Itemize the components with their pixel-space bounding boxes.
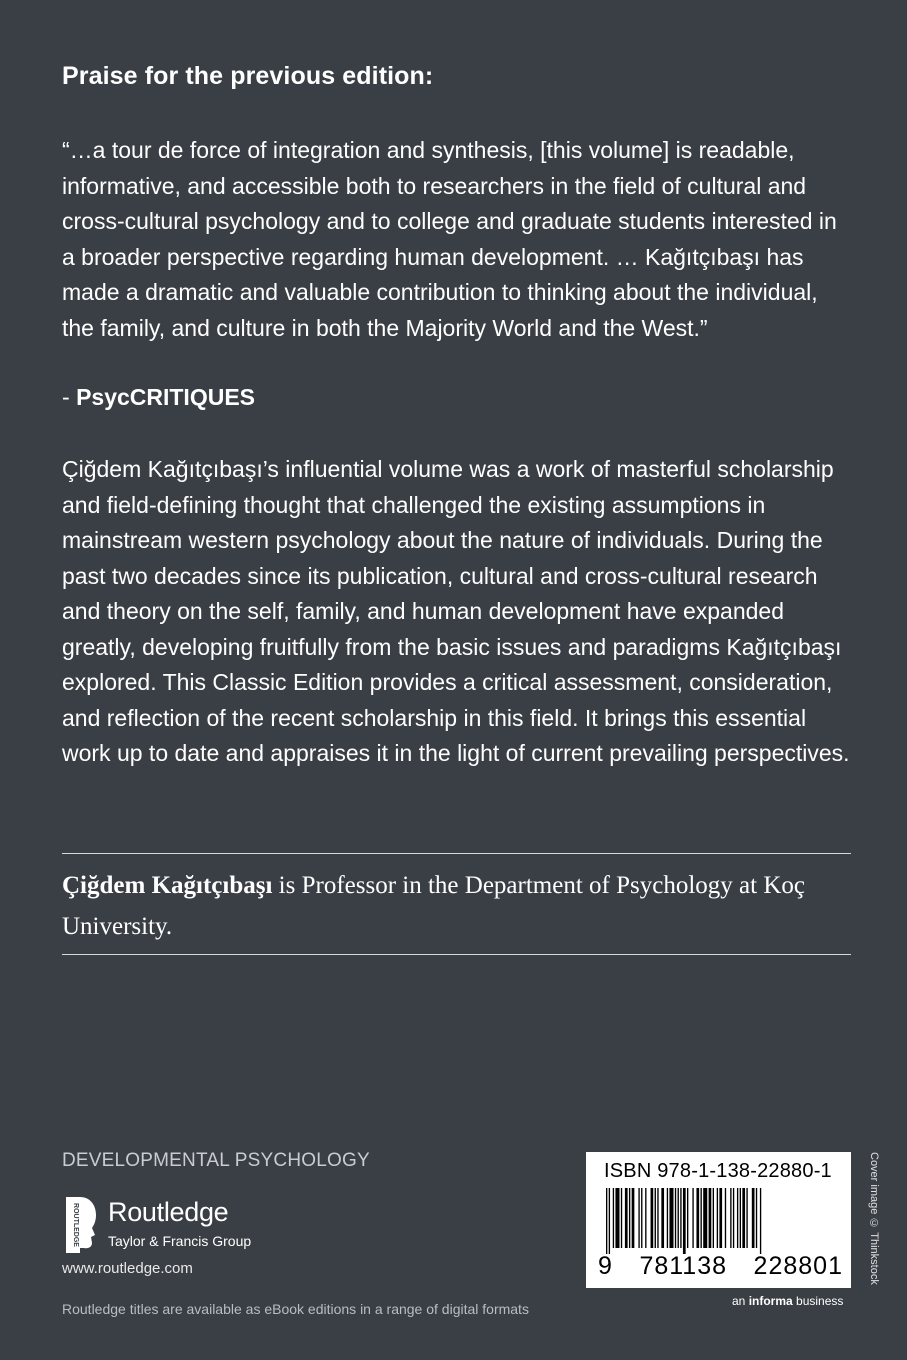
informa-brand: informa: [748, 1294, 793, 1308]
review-source-prefix: -: [62, 384, 77, 410]
barcode-bar: [629, 1188, 630, 1248]
barcode-bar: [709, 1188, 712, 1248]
barcode-bar: [752, 1188, 755, 1248]
barcode-bar: [740, 1188, 741, 1248]
ebook-note: Routledge titles are available as eBook editions in a range of digital formats: [62, 1301, 529, 1317]
barcode-bar: [756, 1188, 757, 1248]
barcode-bar: [675, 1188, 676, 1248]
author-name: Çiğdem Kağıtçıbaşı: [62, 872, 273, 899]
barcode-bar: [613, 1188, 614, 1248]
informa-suffix: business: [792, 1294, 844, 1308]
barcode-bar: [696, 1188, 699, 1248]
praise-heading: Praise for the previous edition:: [62, 62, 434, 90]
barcode-bar: [657, 1188, 658, 1248]
barcode-bar: [606, 1188, 607, 1254]
barcode-bar: [638, 1188, 639, 1248]
isbn-digits: [598, 1252, 843, 1281]
barcode: [604, 1188, 834, 1254]
barcode-bar: [717, 1188, 718, 1248]
barcode-bar: [625, 1188, 628, 1248]
book-description: Çiğdem Kağıtçıbaşı’s influential volume was a work of masterful scholarship and field-defining thought that challenged the existing assumptions in mainstream western psychology about the nature of individuals. During the past two decades since its publication, cultural and cross-cultural research and theory on the self, family, and human development have expanded greatly, developing fruitfully from the basic issues and paradigms Kağıtçıbaşı explored. This Classic Edition provides a critical assessment, consideration, and reflection of the recent scholarship in this field. It brings this essential work up to date and appraises it in the light of current prevailing perspectives.: [62, 456, 850, 766]
barcode-bar: [655, 1188, 656, 1248]
barcode-bar: [713, 1188, 714, 1248]
barcode-bar: [669, 1188, 673, 1248]
barcode-bar: [641, 1188, 642, 1248]
informa-prefix: an: [732, 1294, 749, 1308]
barcode-bar: [683, 1188, 686, 1254]
publisher-group: Taylor & Francis Group: [108, 1233, 252, 1249]
cover-image-credit: Cover image © Thinkstock: [868, 1152, 880, 1285]
routledge-head-icon: [62, 1195, 98, 1253]
barcode-bar: [692, 1188, 693, 1248]
barcode-bar: [701, 1188, 702, 1248]
barcode-bar: [719, 1188, 722, 1248]
barcode-bar: [730, 1188, 731, 1248]
isbn-digit-group-2: 781138: [639, 1252, 728, 1280]
subject-category: DEVELOPMENTAL PSYCHOLOGY: [62, 1150, 370, 1171]
barcode-bar: [742, 1188, 745, 1248]
barcode-bar: [760, 1188, 761, 1254]
barcode-bar: [746, 1188, 747, 1248]
isbn-digit-group-1: 9: [598, 1252, 613, 1280]
routledge-logo: [62, 1195, 322, 1255]
review-source: [62, 380, 255, 415]
barcode-bar: [632, 1188, 635, 1248]
isbn-digit-group-3: 228801: [753, 1252, 843, 1280]
publisher-name: Routledge: [108, 1197, 229, 1227]
barcode-bar: [645, 1188, 646, 1248]
informa-business-mark: [732, 1294, 843, 1308]
barcode-bar: [667, 1188, 668, 1248]
bio-bottom-divider: [62, 954, 851, 955]
barcode-bar: [680, 1188, 681, 1248]
barcode-bar: [615, 1188, 619, 1248]
barcode-bar: [687, 1188, 688, 1248]
review-source-name: PsycCRITIQUES: [76, 384, 256, 410]
barcode-bar: [737, 1188, 738, 1248]
bio-top-divider: [62, 853, 851, 854]
barcode-bar: [661, 1188, 664, 1248]
author-bio: [62, 865, 852, 947]
barcode-bar: [609, 1188, 610, 1254]
isbn-barcode-box: [586, 1152, 851, 1288]
isbn-label: ISBN 978-1-138-22880-1: [604, 1160, 832, 1182]
barcode-bar: [733, 1188, 734, 1248]
barcode-bar: [678, 1188, 679, 1248]
review-quote: “…a tour de force of integration and synthesis, [this volume] is readable, informative, and accessible both to researchers in the field of cultural and cross-cultural psychology and to college and graduate students interested in a broader perspective regarding human development. … Kağıtçıbaşı has made a dramatic and valuable contribution to thinking about the individual, the family, and culture in both the Majority World and the West.”: [62, 137, 837, 341]
barcode-bar: [725, 1188, 726, 1248]
routledge-logo-vertical-text: ROUTLEDGE: [72, 1203, 79, 1247]
barcode-bar: [621, 1188, 622, 1248]
author-bio-text: is Professor in the Department of Psychology at Koç University.: [62, 872, 805, 940]
publisher-url[interactable]: www.routledge.com: [62, 1260, 193, 1277]
barcode-bar: [703, 1188, 707, 1248]
barcode-bar: [651, 1188, 654, 1248]
